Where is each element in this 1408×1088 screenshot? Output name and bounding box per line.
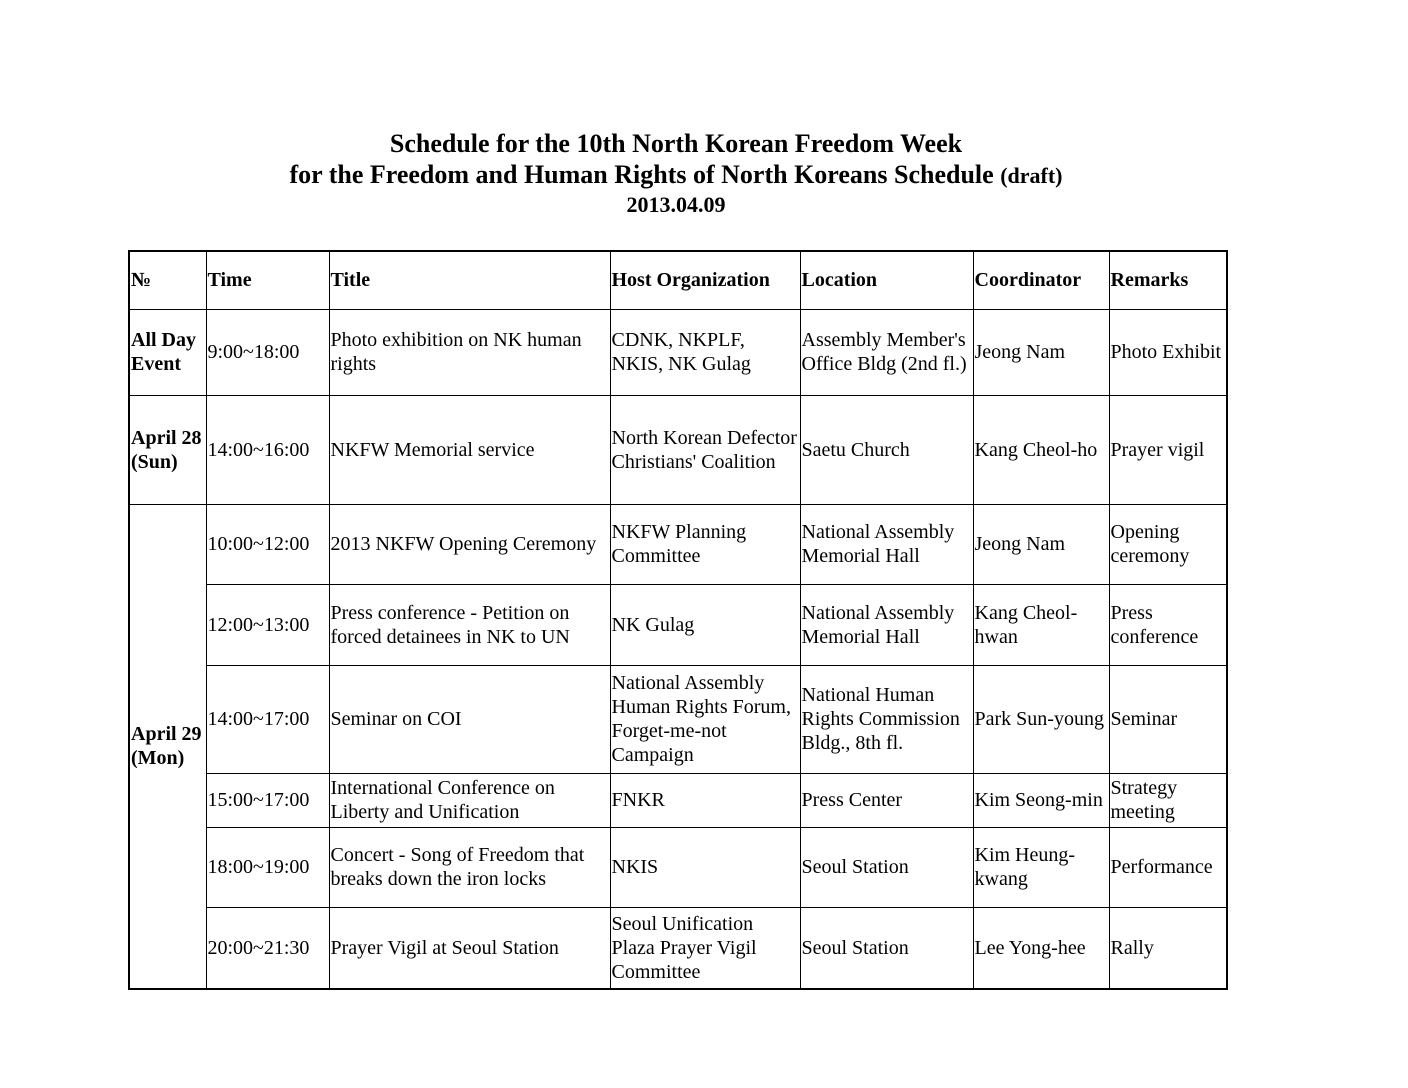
cell-coordinator: Park Sun-young <box>973 665 1109 773</box>
cell-coordinator: Kang Cheol-ho <box>973 395 1109 504</box>
cell-location: National Human Rights Commission Bldg., 8th fl. <box>800 665 973 773</box>
cell-remarks: Opening ceremony <box>1109 504 1227 584</box>
cell-location: National Assembly Memorial Hall <box>800 584 973 665</box>
table-row <box>129 584 1227 665</box>
document-title <box>0 128 1352 219</box>
cell-time: 18:00~19:00 <box>206 827 329 907</box>
table-row <box>129 827 1227 907</box>
table-row <box>129 907 1227 989</box>
header-title: Title <box>329 251 610 309</box>
schedule-table <box>128 250 1228 990</box>
cell-title: Photo exhibition on NK human rights <box>329 309 610 395</box>
header-host: Host Organization <box>610 251 800 309</box>
cell-coordinator: Jeong Nam <box>973 309 1109 395</box>
cell-location: Seoul Station <box>800 907 973 989</box>
title-line-2 <box>0 159 1352 191</box>
header-remarks: Remarks <box>1109 251 1227 309</box>
cell-title: NKFW Memorial service <box>329 395 610 504</box>
cell-host: NK Gulag <box>610 584 800 665</box>
cell-host: North Korean Defector Christians' Coalition <box>610 395 800 504</box>
cell-coordinator: Kang Cheol-hwan <box>973 584 1109 665</box>
table-row <box>129 309 1227 395</box>
cell-coordinator: Kim Seong-min <box>973 773 1109 827</box>
cell-remarks: Seminar <box>1109 665 1227 773</box>
header-no: № <box>129 251 206 309</box>
table-row <box>129 665 1227 773</box>
cell-remarks: Strategy meeting <box>1109 773 1227 827</box>
cell-title: Press conference - Petition on forced detainees in NK to UN <box>329 584 610 665</box>
cell-title: Concert - Song of Freedom that breaks down the iron locks <box>329 827 610 907</box>
cell-coordinator: Jeong Nam <box>973 504 1109 584</box>
day-cell-april-29: April 29 (Mon) <box>129 504 206 989</box>
table-row <box>129 504 1227 584</box>
header-time: Time <box>206 251 329 309</box>
cell-time: 10:00~12:00 <box>206 504 329 584</box>
cell-location: Assembly Member's Office Bldg (2nd fl.) <box>800 309 973 395</box>
cell-time: 12:00~13:00 <box>206 584 329 665</box>
cell-remarks: Rally <box>1109 907 1227 989</box>
cell-host: NKIS <box>610 827 800 907</box>
cell-remarks: Prayer vigil <box>1109 395 1227 504</box>
cell-coordinator: Lee Yong-hee <box>973 907 1109 989</box>
cell-location: Seoul Station <box>800 827 973 907</box>
cell-location: Press Center <box>800 773 973 827</box>
table-row <box>129 773 1227 827</box>
cell-location: Saetu Church <box>800 395 973 504</box>
cell-title: Seminar on COI <box>329 665 610 773</box>
cell-host: National Assembly Human Rights Forum, Forget-me-not Campaign <box>610 665 800 773</box>
cell-host: Seoul Unification Plaza Prayer Vigil Committee <box>610 907 800 989</box>
cell-host: NKFW Planning Committee <box>610 504 800 584</box>
day-cell-all-day: All Day Event <box>129 309 206 395</box>
cell-coordinator: Kim Heung-kwang <box>973 827 1109 907</box>
cell-title: 2013 NKFW Opening Ceremony <box>329 504 610 584</box>
cell-time: 14:00~16:00 <box>206 395 329 504</box>
cell-remarks: Press conference <box>1109 584 1227 665</box>
cell-remarks: Performance <box>1109 827 1227 907</box>
title-line-2-text: for the Freedom and Human Rights of North Koreans Schedule <box>289 160 994 189</box>
cell-title: Prayer Vigil at Seoul Station <box>329 907 610 989</box>
draft-label: (draft) <box>1000 163 1063 188</box>
table-row <box>129 395 1227 504</box>
day-cell-april-28: April 28 (Sun) <box>129 395 206 504</box>
title-line-1: Schedule for the 10th North Korean Freedom Week <box>389 129 963 158</box>
cell-title: International Conference on Liberty and Unification <box>329 773 610 827</box>
cell-location: National Assembly Memorial Hall <box>800 504 973 584</box>
cell-time: 14:00~17:00 <box>206 665 329 773</box>
header-coordinator: Coordinator <box>973 251 1109 309</box>
cell-remarks: Photo Exhibit <box>1109 309 1227 395</box>
cell-time: 20:00~21:30 <box>206 907 329 989</box>
cell-host: FNKR <box>610 773 800 827</box>
table-header-row <box>129 251 1227 309</box>
header-location: Location <box>800 251 973 309</box>
cell-host: CDNK, NKPLF, NKIS, NK Gulag <box>610 309 800 395</box>
document-date: 2013.04.09 <box>626 192 726 217</box>
cell-time: 9:00~18:00 <box>206 309 329 395</box>
cell-time: 15:00~17:00 <box>206 773 329 827</box>
